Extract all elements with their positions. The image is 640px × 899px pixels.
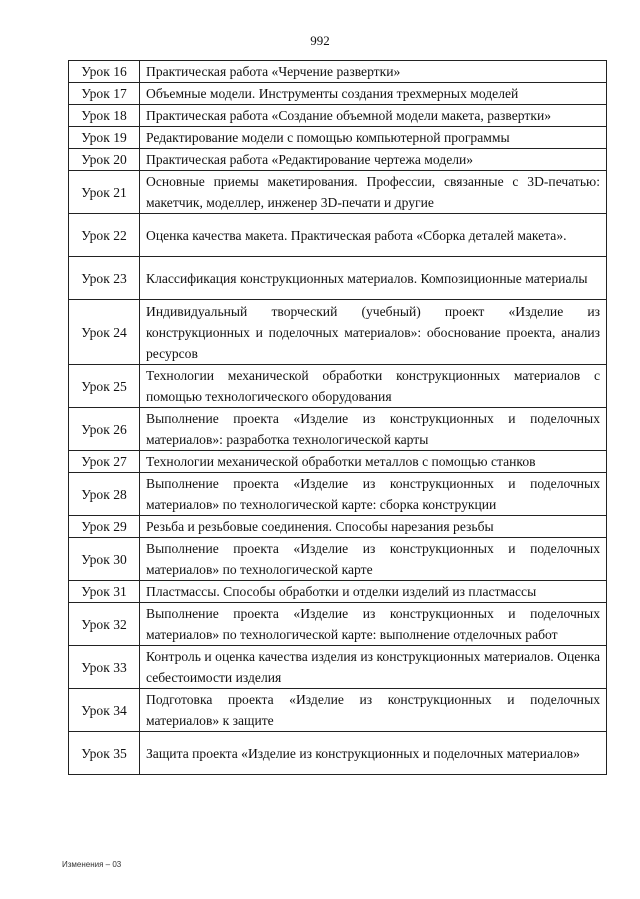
lesson-number: Урок 24 [69,300,140,365]
lesson-topic: Резьба и резьбовые соединения. Способы нарезания резьбы [140,516,607,538]
lesson-number: Урок 26 [69,408,140,451]
table-row [69,538,607,581]
lesson-topic: Оценка качества макета. Практическая работа «Сборка деталей макета». [140,214,607,257]
lesson-number: Урок 22 [69,214,140,257]
lesson-topic: Объемные модели. Инструменты создания трехмерных моделей [140,83,607,105]
table-row [69,581,607,603]
lesson-number: Урок 35 [69,732,140,775]
table-row [69,83,607,105]
lesson-number: Урок 25 [69,365,140,408]
lesson-number: Урок 19 [69,127,140,149]
table-row [69,171,607,214]
table-row [69,646,607,689]
table-row [69,732,607,775]
lesson-topic: Редактирование модели с помощью компьютерной программы [140,127,607,149]
lesson-topic: Подготовка проекта «Изделие из конструкционных и поделочных материалов» к защите [140,689,607,732]
lesson-number: Урок 28 [69,473,140,516]
lesson-number: Урок 17 [69,83,140,105]
lesson-table-body [69,61,607,775]
table-row [69,451,607,473]
lesson-topic: Практическая работа «Создание объемной модели макета, развертки» [140,105,607,127]
lesson-number: Урок 31 [69,581,140,603]
table-row [69,689,607,732]
lesson-topic: Выполнение проекта «Изделие из конструкционных и поделочных материалов»: разработка технологической карты [140,408,607,451]
lesson-topic: Индивидуальный творческий (учебный) проект «Изделие из конструкционных и поделочных материалов»: обоснование проекта, анализ ресурсов [140,300,607,365]
table-row [69,257,607,300]
lesson-topic: Выполнение проекта «Изделие из конструкционных и поделочных материалов» по технологической карте: выполнение отделочных работ [140,603,607,646]
lesson-number: Урок 34 [69,689,140,732]
table-row [69,149,607,171]
lesson-number: Урок 16 [69,61,140,83]
table-row [69,214,607,257]
table-row [69,603,607,646]
lesson-topic: Основные приемы макетирования. Профессии, связанные с 3D-печатью: макетчик, моделлер, инженер 3D-печати и другие [140,171,607,214]
lesson-number: Урок 21 [69,171,140,214]
lesson-number: Урок 30 [69,538,140,581]
lesson-topic: Технологии механической обработки конструкционных материалов с помощью технологического оборудования [140,365,607,408]
table-row [69,105,607,127]
lesson-topic: Практическая работа «Черчение развертки» [140,61,607,83]
lesson-topic: Выполнение проекта «Изделие из конструкционных и поделочных материалов» по технологической карте [140,538,607,581]
lesson-number: Урок 20 [69,149,140,171]
table-row [69,408,607,451]
lesson-topic: Классификация конструкционных материалов. Композиционные материалы [140,257,607,300]
table-row [69,61,607,83]
lesson-number: Урок 23 [69,257,140,300]
lesson-number: Урок 32 [69,603,140,646]
lesson-number: Урок 33 [69,646,140,689]
table-row [69,300,607,365]
lesson-topic: Технологии механической обработки металлов с помощью станков [140,451,607,473]
lesson-number: Урок 29 [69,516,140,538]
table-row [69,473,607,516]
table-row [69,127,607,149]
table-row [69,516,607,538]
table-row [69,365,607,408]
lesson-topic: Защита проекта «Изделие из конструкционных и поделочных материалов» [140,732,607,775]
page-number: 992 [310,33,330,48]
lesson-number: Урок 18 [69,105,140,127]
footer-revision: Изменения – 03 [62,860,122,869]
lesson-topic: Практическая работа «Редактирование чертежа модели» [140,149,607,171]
lesson-topic: Выполнение проекта «Изделие из конструкционных и поделочных материалов» по технологической карте: сборка конструкции [140,473,607,516]
lesson-topic: Контроль и оценка качества изделия из конструкционных материалов. Оценка себестоимости изделия [140,646,607,689]
lesson-table [68,60,607,775]
lesson-topic: Пластмассы. Способы обработки и отделки изделий из пластмассы [140,581,607,603]
lesson-number: Урок 27 [69,451,140,473]
